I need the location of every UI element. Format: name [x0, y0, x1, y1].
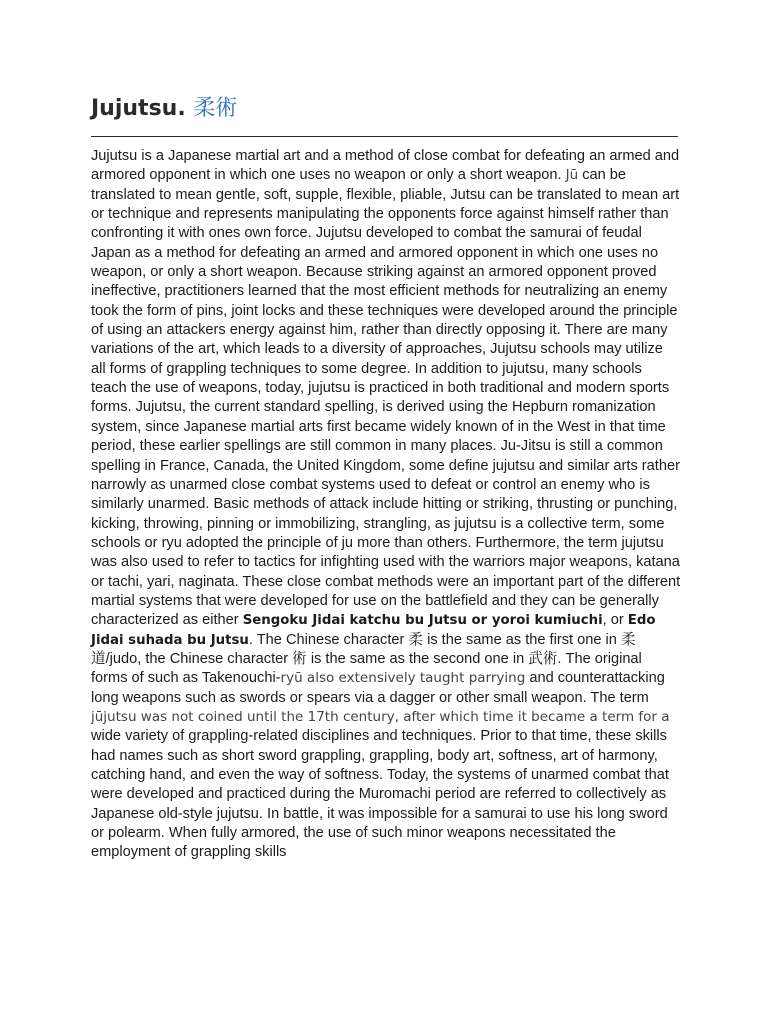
body-text-jujutsu-coined: jūjutsu was not coined until the 17th century, after which time it became a term for a	[91, 708, 670, 725]
body-text-1: Jujutsu is a Japanese martial art and a method of close combat for defeating an armed and armored opponent in which one uses no weapon or only a short weapon.	[91, 148, 680, 184]
body-text-ju: Jū	[565, 167, 579, 184]
body-text-4: . The Chinese character 柔 is the same as the first one in 柔道/judo, the Chinese character 術 is the same as the second one in 武術. The original forms of such as Takenouchi-	[91, 631, 642, 687]
title-divider	[91, 136, 678, 137]
body-text-3: , or	[602, 612, 628, 629]
page-title	[91, 94, 237, 124]
body-text-5: and counterattacking long weapons such as swords or spears via a dagger or other small weapon. The term	[91, 670, 665, 706]
title-japanese: 柔術	[193, 96, 238, 121]
body-text-2: can be translated to mean gentle, soft, supple, flexible, pliable, Jutsu can be translated to mean art or technique and represents manipulating the opponents force against himself rather than confronting it with ones own force. Jujutsu developed to combat the samurai of feudal Japan as a method for defeating an armed and armored opponent in which one uses no weapon, or only a short weapon. Because striking against an armored opponent proved ineffective, practitioners learned that the most efficient methods for neutralizing an enemy took the form of pins, joint locks and these techniques were developed around the principle of using an attackers energy against him, rather than directly opposing it. There are many variations of the art, which leads to a diversity of approaches, Jujutsu schools may utilize all forms of grappling techniques to some degree. In addition to jujutsu, many schools teach the use of weapons, today, jujutsu is practiced in both traditional and modern sports forms. Jujutsu, the current standard spelling, is derived using the Hepburn romanization system, since Japanese martial arts first became widely known of in the West in that time period, these earlier spellings are still common in many places. Ju-Jitsu is still a common spelling in France, Canada, the United Kingdom, some define jujutsu and similar arts rather narrowly as unarmed close combat systems used to defeat or control an enemy who is similarly unarmed. Basic methods of attack include hitting or striking, thrusting or punching, kicking, throwing, pinning or immobilizing, strangling, as jujutsu is a collective term, some schools or ryu adopted the principle of ju more than others. Furthermore, the term jujutsu was also used to refer to tactics for infighting used with the warriors major weapons, katana or tachi, yari, naginata. These close combat methods were an important part of the different martial systems that were developed for use on the battlefield and they can be generally characterized as either	[91, 167, 681, 629]
body-text-ryu: ryū also extensively taught parrying	[280, 670, 526, 687]
body-paragraph	[91, 147, 681, 863]
title-text: Jujutsu.	[91, 96, 194, 121]
term-sengoku-jidai: Sengoku Jidai katchu bu Jutsu or yoroi kumiuchi	[242, 613, 603, 629]
term-edo-jidai: Edo Jidai suhada bu Jutsu	[91, 613, 656, 648]
body-text-6: wide variety of grappling-related disciplines and techniques. Prior to that time, these skills had names such as short sword grappling, grappling, body art, softness, art of harmony, catching hand, and even the way of softness. Today, the systems of unarmed combat that were developed and practiced during the Muromachi period are referred to collectively as Japanese old-style jujutsu. In battle, it was impossible for a samurai to use his long sword or polearm. When fully armored, the use of such minor weapons necessitated the employment of grappling skills	[91, 728, 669, 861]
